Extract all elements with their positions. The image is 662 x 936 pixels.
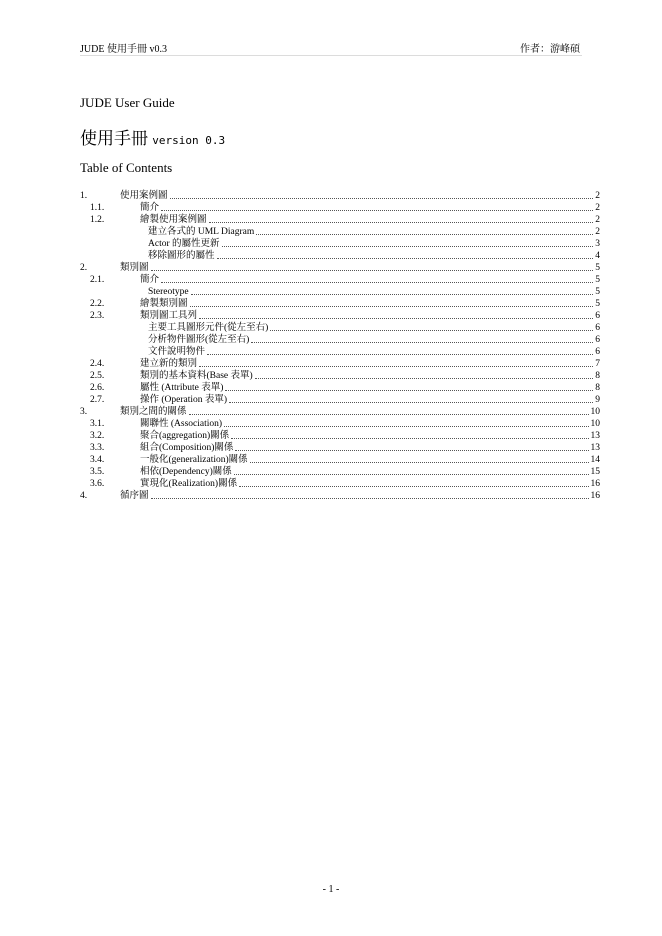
header-author: 作者：游峰碩 <box>520 44 580 55</box>
toc-entry-body <box>148 322 600 334</box>
toc-entry-text: 移除圖形的屬性 <box>148 251 215 261</box>
toc-entry-leader <box>235 450 588 451</box>
toc-entry-page: 10 <box>590 407 600 417</box>
toc-entry-text: 關聯性 (Association) <box>140 419 223 429</box>
toc-entry[interactable] <box>80 466 600 478</box>
toc-entry-leader <box>270 330 593 331</box>
toc-entry[interactable] <box>80 190 600 202</box>
toc-entry-body <box>140 418 600 430</box>
toc-entry-page: 6 <box>595 335 600 345</box>
toc-entry-text: 實現化(Realization)關係 <box>140 479 238 489</box>
toc-entry-leader <box>161 210 593 211</box>
toc-entry-number: 3.1. <box>90 419 105 429</box>
toc-entry-body <box>148 238 600 250</box>
toc-entry-body <box>140 214 600 226</box>
toc-entry-number: 3.3. <box>90 443 105 453</box>
toc-entry[interactable] <box>80 418 600 430</box>
toc-entry-body <box>140 310 600 322</box>
toc-entry-text: 繪製類別圖 <box>140 299 188 309</box>
toc-entry-page: 5 <box>595 263 600 273</box>
toc-entry-body <box>140 382 600 394</box>
manual-title <box>80 124 225 149</box>
toc-entry-body <box>120 406 600 418</box>
toc-entry-body <box>140 370 600 382</box>
toc-entry-page: 3 <box>595 239 600 249</box>
toc-entry-body <box>140 466 600 478</box>
toc-entry-text: 建立各式的 UML Diagram <box>148 227 255 237</box>
toc-entry-body <box>140 274 600 286</box>
toc-entry-body <box>120 262 600 274</box>
header-left-title: JUDE 使用手冊 v0.3 <box>80 44 167 55</box>
toc-entry-body <box>140 358 600 370</box>
toc-entry-body <box>140 298 600 310</box>
toc-entry[interactable] <box>80 370 600 382</box>
toc-entry-leader <box>222 246 594 247</box>
toc-entry[interactable] <box>80 322 600 334</box>
toc-entry-text: 操作 (Operation 表單) <box>140 395 228 405</box>
toc-entry[interactable] <box>80 310 600 322</box>
table-of-contents <box>80 190 600 502</box>
toc-entry-text: 一般化(generalization)關係 <box>140 455 248 465</box>
toc-entry[interactable] <box>80 238 600 250</box>
toc-entry-page: 8 <box>595 383 600 393</box>
toc-entry-page: 5 <box>595 287 600 297</box>
toc-entry[interactable] <box>80 382 600 394</box>
header-divider <box>80 55 582 56</box>
toc-entry-number: 3.4. <box>90 455 105 465</box>
toc-entry[interactable] <box>80 262 600 274</box>
toc-entry[interactable] <box>80 202 600 214</box>
toc-entry-number: 2.1. <box>90 275 105 285</box>
toc-entry-text: Stereotype <box>148 287 189 297</box>
toc-entry-number: 1. <box>80 191 88 201</box>
toc-entry[interactable] <box>80 442 600 454</box>
toc-entry-leader <box>151 270 594 271</box>
toc-entry-page: 13 <box>590 431 600 441</box>
toc-entry-page: 6 <box>595 347 600 357</box>
toc-entry-leader <box>199 366 593 367</box>
toc-entry[interactable] <box>80 454 600 466</box>
toc-entry-text: 類別圖工具列 <box>140 311 198 321</box>
toc-entry[interactable] <box>80 274 600 286</box>
toc-entry-text: 屬性 (Attribute 表單) <box>140 383 224 393</box>
toc-entry-text: 使用案例圖 <box>120 191 168 201</box>
toc-entry-page: 4 <box>595 251 600 261</box>
toc-entry-text: 類別的基本資料(Base 表單) <box>140 371 253 381</box>
toc-entry-body <box>148 286 600 298</box>
toc-entry-text: 簡介 <box>140 203 160 213</box>
toc-entry-page: 16 <box>590 479 600 489</box>
toc-entry-leader <box>209 222 594 223</box>
toc-entry-leader <box>190 306 594 307</box>
toc-entry-leader <box>250 462 589 463</box>
toc-entry-page: 6 <box>595 311 600 321</box>
toc-entry-leader <box>151 498 589 499</box>
toc-entry-page: 2 <box>595 203 600 213</box>
toc-entry-body <box>148 334 600 346</box>
toc-entry-body <box>140 394 600 406</box>
toc-entry[interactable] <box>80 334 600 346</box>
toc-entry-leader <box>256 234 593 235</box>
toc-entry-number: 1.1. <box>90 203 105 213</box>
toc-entry-leader <box>229 402 593 403</box>
toc-entry-text: 組合(Composition)關係 <box>140 443 234 453</box>
toc-entry-leader <box>255 378 594 379</box>
manual-title-text: 使用手冊 <box>80 129 148 148</box>
toc-entry-text: 循序圖 <box>120 491 149 501</box>
toc-entry-leader <box>189 414 589 415</box>
toc-entry[interactable] <box>80 394 600 406</box>
toc-entry-text: 文件說明物件 <box>148 347 206 357</box>
toc-entry-body <box>120 490 600 502</box>
toc-entry-body <box>148 346 600 358</box>
toc-entry[interactable] <box>80 286 600 298</box>
guide-title: JUDE User Guide <box>80 95 175 110</box>
toc-entry-body <box>148 226 600 238</box>
toc-entry-number: 2.6. <box>90 383 105 393</box>
toc-entry-page: 2 <box>595 215 600 225</box>
manual-version: version 0.3 <box>152 134 226 147</box>
toc-entry[interactable] <box>80 490 600 502</box>
toc-entry-number: 2.4. <box>90 359 105 369</box>
toc-entry-body <box>120 190 600 202</box>
toc-entry-number: 2.7. <box>90 395 105 405</box>
toc-entry-leader <box>161 282 593 283</box>
toc-entry-leader <box>225 390 593 391</box>
toc-entry-page: 10 <box>590 419 600 429</box>
toc-entry-text: 繪製使用案例圖 <box>140 215 207 225</box>
toc-entry-leader <box>170 198 594 199</box>
toc-entry-page: 15 <box>590 467 600 477</box>
toc-entry[interactable] <box>80 226 600 238</box>
toc-entry-number: 2. <box>80 263 88 273</box>
toc-entry-text: 聚合(aggregation)關係 <box>140 431 230 441</box>
toc-entry-number: 1.2. <box>90 215 105 225</box>
toc-entry-number: 3.5. <box>90 467 105 477</box>
toc-entry[interactable] <box>80 406 600 418</box>
toc-entry-leader <box>217 258 594 259</box>
toc-entry-page: 5 <box>595 275 600 285</box>
toc-entry-number: 2.5. <box>90 371 105 381</box>
toc-entry[interactable] <box>80 346 600 358</box>
toc-entry-page: 13 <box>590 443 600 453</box>
toc-entry-page: 2 <box>595 191 600 201</box>
toc-entry-number: 4. <box>80 491 88 501</box>
toc-entry-number: 2.3. <box>90 311 105 321</box>
toc-entry-number: 3.2. <box>90 431 105 441</box>
toc-entry-text: 相依(Dependency)關係 <box>140 467 232 477</box>
toc-entry-text: 分析物件圖形(從左至右) <box>148 335 250 345</box>
toc-entry-body <box>140 454 600 466</box>
toc-entry-body <box>140 202 600 214</box>
toc-entry-number: 2.2. <box>90 299 105 309</box>
toc-entry-leader <box>199 318 593 319</box>
toc-entry-page: 16 <box>590 491 600 501</box>
toc-entry-number: 3. <box>80 407 88 417</box>
toc-entry-body <box>140 478 600 490</box>
toc-entry-page: 14 <box>590 455 600 465</box>
toc-entry-leader <box>234 474 589 475</box>
toc-entry-text: 類別圖 <box>120 263 149 273</box>
toc-entry[interactable] <box>80 214 600 226</box>
toc-entry-text: 類別之間的關係 <box>120 407 187 417</box>
toc-entry-text: Actor 的屬性更新 <box>148 239 220 249</box>
toc-entry[interactable] <box>80 358 600 370</box>
toc-entry-page: 8 <box>595 371 600 381</box>
toc-entry-number: 3.6. <box>90 479 105 489</box>
toc-entry-page: 2 <box>595 227 600 237</box>
toc-entry-page: 6 <box>595 323 600 333</box>
toc-entry-text: 主要工具圖形元件(從左至右) <box>148 323 269 333</box>
toc-entry-page: 5 <box>595 299 600 309</box>
toc-entry-page: 9 <box>595 395 600 405</box>
toc-entry-leader <box>251 342 593 343</box>
contents-heading: Table of Contents <box>80 160 173 175</box>
toc-entry[interactable] <box>80 298 600 310</box>
toc-entry-text: 簡介 <box>140 275 160 285</box>
page-number: - 1 - <box>322 884 340 895</box>
toc-entry[interactable] <box>80 250 600 262</box>
toc-entry-leader <box>207 354 593 355</box>
toc-entry-leader <box>231 438 588 439</box>
toc-entry-body <box>140 430 600 442</box>
toc-entry-body <box>140 442 600 454</box>
toc-entry[interactable] <box>80 478 600 490</box>
toc-entry[interactable] <box>80 430 600 442</box>
toc-entry-text: 建立新的類別 <box>140 359 198 369</box>
toc-entry-body <box>148 250 600 262</box>
toc-entry-leader <box>191 294 594 295</box>
toc-entry-leader <box>239 486 588 487</box>
toc-entry-leader <box>224 426 588 427</box>
toc-entry-page: 7 <box>595 359 600 369</box>
